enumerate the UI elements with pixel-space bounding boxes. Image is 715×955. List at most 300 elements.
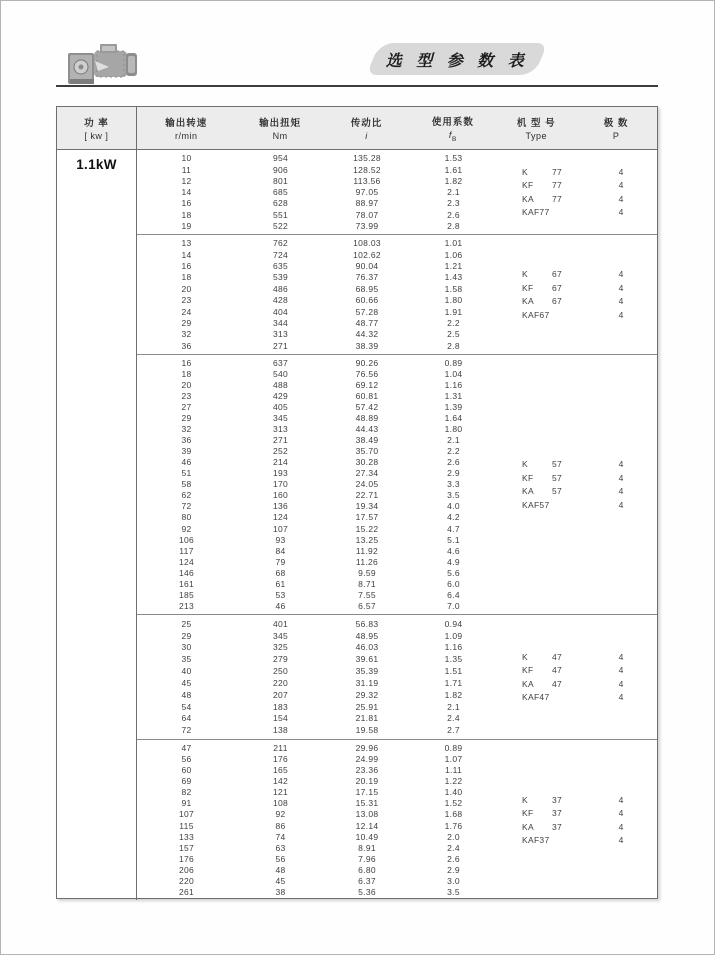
- cell-service-factor: 0.89: [444, 358, 463, 369]
- cell-service-factor: 5.6: [447, 567, 460, 578]
- table-row: [137, 153, 657, 163]
- cell-torque: 61: [275, 578, 286, 589]
- model-type-row: [522, 664, 634, 678]
- model-type-name: [522, 269, 562, 279]
- cell-ratio: 88.97: [355, 198, 379, 209]
- poles-value: 4: [618, 835, 624, 846]
- poles-value: 4: [618, 296, 624, 307]
- cell-torque: 345: [272, 630, 289, 641]
- cell-ratio: 44.32: [355, 329, 379, 340]
- model-type-size: 67: [551, 282, 562, 293]
- cell-ratio: 15.31: [355, 798, 379, 809]
- cell-speed: 32: [181, 424, 192, 435]
- cell-service-factor: 1.06: [444, 249, 463, 260]
- table-row: [137, 413, 657, 423]
- cell-speed: 18: [181, 272, 192, 283]
- cell-service-factor: 1.35: [444, 654, 463, 665]
- cell-ratio: 39.61: [355, 654, 379, 665]
- cell-service-factor: 0.89: [444, 743, 463, 754]
- cell-torque: 93: [275, 534, 286, 545]
- table-row: [137, 380, 657, 390]
- model-type-row: [522, 268, 634, 282]
- table-section: [137, 739, 657, 900]
- poles-value: 4: [618, 282, 624, 293]
- col-header-output-speed: 输出转速 r/min: [165, 118, 208, 141]
- table-row: [137, 446, 657, 456]
- cell-speed: 220: [178, 875, 195, 886]
- cell-torque: 165: [272, 765, 289, 776]
- model-type-row: [522, 650, 634, 664]
- model-type-row: [522, 192, 634, 206]
- model-type-name: [522, 207, 562, 217]
- cell-torque: 207: [272, 689, 289, 700]
- cell-service-factor: 1.09: [444, 630, 463, 641]
- cell-torque: 635: [272, 261, 289, 272]
- cell-service-factor: 3.0: [447, 875, 460, 886]
- cell-ratio: 57.28: [355, 306, 379, 317]
- cell-service-factor: 1.61: [444, 164, 463, 175]
- model-type-name: [522, 194, 562, 204]
- cell-ratio: 29.32: [355, 689, 379, 700]
- model-type-name: [522, 822, 562, 832]
- cell-speed: 23: [181, 391, 192, 402]
- cell-speed: 40: [181, 666, 192, 677]
- cell-service-factor: 1.01: [444, 238, 463, 249]
- cell-speed: 14: [181, 249, 192, 260]
- cell-service-factor: 1.64: [444, 413, 463, 424]
- table-row: [137, 601, 657, 611]
- cell-speed: 51: [181, 468, 192, 479]
- table-row: [137, 557, 657, 567]
- cell-speed: 92: [181, 523, 192, 534]
- cell-torque: 325: [272, 642, 289, 653]
- model-type-name: [522, 835, 562, 845]
- table-header-row: [57, 107, 657, 150]
- model-type-prefix: KAF47: [522, 692, 550, 703]
- cell-service-factor: 2.6: [447, 457, 460, 468]
- cell-service-factor: 4.0: [447, 501, 460, 512]
- cell-torque: 136: [272, 501, 289, 512]
- cell-torque: 160: [272, 490, 289, 501]
- cell-speed: 16: [181, 358, 192, 369]
- cell-speed: 16: [181, 261, 192, 272]
- cell-torque: 344: [272, 317, 289, 328]
- cell-ratio: 5.36: [358, 886, 376, 897]
- cell-service-factor: 6.0: [447, 578, 460, 589]
- cell-speed: 16: [181, 198, 192, 209]
- model-type-row: [522, 793, 634, 807]
- table-row: [137, 512, 657, 522]
- table-row: [137, 238, 657, 248]
- cell-speed: 106: [178, 534, 195, 545]
- cell-torque: 220: [272, 677, 289, 688]
- table-row: [137, 221, 657, 231]
- cell-service-factor: 1.51: [444, 666, 463, 677]
- cell-speed: 30: [181, 642, 192, 653]
- cell-ratio: 38.39: [355, 340, 379, 351]
- cell-service-factor: 5.1: [447, 534, 460, 545]
- model-type-prefix: K: [522, 269, 528, 280]
- cell-service-factor: 2.2: [447, 446, 460, 457]
- model-type-prefix: KAF67: [522, 309, 550, 320]
- cell-speed: 48: [181, 689, 192, 700]
- table-row: [137, 754, 657, 764]
- cell-ratio: 76.56: [355, 369, 379, 380]
- cell-service-factor: 0.94: [444, 618, 463, 629]
- model-type-row: [522, 807, 634, 821]
- cell-speed: 10: [181, 153, 192, 164]
- cell-service-factor: 1.82: [444, 175, 463, 186]
- cell-ratio: 78.07: [355, 209, 379, 220]
- cell-torque: 540: [272, 369, 289, 380]
- cell-ratio: 31.19: [355, 677, 379, 688]
- model-type-prefix: K: [522, 459, 528, 470]
- poles-value: 4: [618, 309, 624, 320]
- cell-torque: 429: [272, 391, 289, 402]
- model-type-prefix: K: [522, 794, 528, 805]
- model-type-size: 57: [551, 486, 562, 497]
- model-type-prefix: KA: [522, 486, 534, 497]
- cell-service-factor: 2.4: [447, 842, 460, 853]
- cell-ratio: 102.62: [353, 249, 381, 260]
- cell-torque: 68: [275, 567, 286, 578]
- cell-speed: 20: [181, 283, 192, 294]
- table-row: [137, 876, 657, 886]
- cell-speed: 64: [181, 713, 192, 724]
- cell-speed: 115: [179, 820, 194, 831]
- model-type-row: [522, 308, 634, 322]
- cell-speed: 80: [181, 512, 192, 523]
- cell-speed: 32: [181, 329, 192, 340]
- cell-service-factor: 2.4: [447, 713, 460, 724]
- cell-speed: 18: [181, 369, 192, 380]
- cell-ratio: 48.77: [355, 317, 379, 328]
- table-section: [137, 614, 657, 739]
- cell-service-factor: 1.91: [444, 306, 463, 317]
- table-row: [137, 887, 657, 897]
- cell-torque: 142: [272, 776, 289, 787]
- cell-ratio: 30.28: [355, 457, 379, 468]
- cell-torque: 84: [275, 545, 286, 556]
- cell-ratio: 6.80: [358, 864, 376, 875]
- model-type-size: 37: [551, 808, 562, 819]
- cell-ratio: 24.99: [355, 754, 379, 765]
- cell-ratio: 19.58: [355, 725, 379, 736]
- cell-speed: 161: [178, 578, 195, 589]
- table-section: [137, 150, 657, 234]
- cell-speed: 82: [181, 787, 192, 798]
- cell-service-factor: 2.8: [447, 220, 460, 231]
- model-type-name: [522, 795, 562, 805]
- model-type-row: [522, 281, 634, 295]
- cell-torque: 79: [275, 556, 286, 567]
- cell-ratio: 60.66: [355, 295, 379, 306]
- table-row: [137, 524, 657, 534]
- cell-ratio: 7.96: [358, 853, 376, 864]
- cell-ratio: 7.55: [358, 589, 376, 600]
- model-type-row: [522, 498, 634, 512]
- cell-speed: 29: [181, 630, 192, 641]
- cell-service-factor: 1.21: [444, 261, 463, 272]
- cell-torque: 685: [272, 187, 289, 197]
- cell-ratio: 21.81: [355, 713, 379, 724]
- cell-torque: 801: [272, 175, 289, 186]
- cell-torque: 628: [272, 198, 289, 209]
- table-row: [137, 329, 657, 339]
- table-row: [137, 765, 657, 775]
- model-type-prefix: KF: [522, 472, 534, 483]
- cell-ratio: 48.95: [355, 630, 379, 641]
- model-type-name: [522, 473, 562, 483]
- col-header-ratio: 传动比 i: [350, 118, 383, 141]
- model-type-size: 37: [551, 794, 562, 805]
- model-type-size: 57: [551, 459, 562, 470]
- cell-service-factor: 2.3: [447, 198, 460, 209]
- cell-ratio: 38.49: [355, 435, 379, 446]
- model-type-size: 57: [551, 472, 562, 483]
- cell-speed: 12: [181, 175, 192, 186]
- cell-ratio: 69.12: [355, 380, 379, 391]
- cell-service-factor: 2.1: [447, 435, 460, 446]
- cell-ratio: 24.05: [355, 479, 379, 490]
- cell-service-factor: 2.1: [447, 187, 460, 197]
- cell-service-factor: 4.7: [447, 523, 460, 534]
- cell-torque: 214: [272, 457, 289, 468]
- table-row: [137, 776, 657, 786]
- cell-speed: 62: [181, 490, 192, 501]
- cell-speed: 29: [181, 317, 192, 328]
- cell-speed: 157: [178, 842, 195, 853]
- model-type-name: [522, 296, 562, 306]
- cell-service-factor: 2.1: [447, 701, 460, 712]
- cell-service-factor: 1.76: [444, 820, 463, 831]
- cell-service-factor: 1.80: [444, 424, 463, 435]
- model-type-block: [522, 268, 634, 322]
- cell-ratio: 90.26: [355, 358, 379, 369]
- cell-speed: 20: [181, 380, 192, 391]
- table-row: [137, 743, 657, 753]
- cell-ratio: 13.08: [355, 809, 379, 820]
- table-row: [137, 713, 657, 723]
- poles-value: 4: [618, 665, 624, 676]
- poles-value: 4: [618, 180, 624, 191]
- cell-torque: 954: [272, 153, 289, 164]
- model-type-name: [522, 652, 562, 662]
- table-row: [137, 250, 657, 260]
- model-type-row: [522, 471, 634, 485]
- power-value: 1.1kW: [76, 157, 117, 172]
- header-divider: [56, 85, 658, 87]
- cell-speed: 133: [178, 831, 195, 842]
- poles-value: 4: [618, 207, 624, 218]
- cell-torque: 271: [272, 435, 289, 446]
- cell-torque: 637: [272, 358, 289, 369]
- cell-service-factor: 6.4: [447, 589, 460, 600]
- poles-value: 4: [618, 692, 624, 703]
- cell-torque: 404: [272, 306, 289, 317]
- cell-service-factor: 2.7: [447, 725, 460, 736]
- cell-torque: 74: [275, 831, 286, 842]
- cell-speed: 14: [181, 187, 192, 197]
- table-section: [137, 354, 657, 614]
- cell-speed: 261: [178, 886, 195, 897]
- table-row: [137, 568, 657, 578]
- cell-service-factor: 1.68: [444, 809, 463, 820]
- cell-service-factor: 1.16: [444, 380, 463, 391]
- col-header-service-factor: 使用系数 $f_B$: [431, 116, 474, 143]
- cell-ratio: 22.71: [355, 490, 379, 501]
- cell-ratio: 35.39: [355, 666, 379, 677]
- model-type-row: [522, 834, 634, 848]
- cell-torque: 48: [275, 864, 286, 875]
- cell-torque: 121: [272, 787, 289, 798]
- model-type-size: 47: [551, 651, 562, 662]
- cell-speed: 46: [181, 457, 192, 468]
- cell-torque: 313: [272, 329, 289, 340]
- cell-service-factor: 1.40: [444, 787, 463, 798]
- cell-ratio: 76.37: [355, 272, 379, 283]
- cell-ratio: 11.92: [355, 545, 379, 556]
- cell-speed: 47: [181, 743, 192, 754]
- cell-ratio: 20.19: [355, 776, 379, 787]
- cell-torque: 252: [272, 446, 289, 457]
- poles-value: 4: [618, 821, 624, 832]
- cell-ratio: 27.34: [355, 468, 379, 479]
- cell-torque: 63: [275, 842, 286, 853]
- model-type-row: [522, 820, 634, 834]
- cell-service-factor: 2.8: [447, 340, 460, 351]
- cell-torque: 428: [272, 295, 289, 306]
- poles-value: 4: [618, 794, 624, 805]
- cell-service-factor: 2.9: [447, 864, 460, 875]
- table-row: [137, 369, 657, 379]
- cell-torque: 107: [272, 523, 289, 534]
- table-row: [137, 546, 657, 556]
- table-row: [137, 424, 657, 434]
- cell-speed: 35: [181, 654, 192, 665]
- cell-speed: 54: [181, 701, 192, 712]
- cell-service-factor: 1.43: [444, 272, 463, 283]
- model-type-size: 47: [551, 678, 562, 689]
- model-type-prefix: KF: [522, 282, 534, 293]
- cell-ratio: 48.89: [355, 413, 379, 424]
- cell-torque: 313: [272, 424, 289, 435]
- model-type-name: [522, 679, 562, 689]
- cell-torque: 46: [275, 600, 286, 611]
- cell-service-factor: 1.39: [444, 402, 463, 413]
- cell-speed: 29: [181, 413, 192, 424]
- model-type-row: [522, 485, 634, 499]
- page-title: 选 型 参 数 表: [385, 52, 529, 70]
- cell-speed: 69: [181, 776, 192, 787]
- poles-value: 4: [618, 486, 624, 497]
- cell-service-factor: 1.71: [444, 677, 463, 688]
- cell-ratio: 10.49: [355, 831, 379, 842]
- cell-speed: 24: [181, 306, 192, 317]
- model-type-prefix: KA: [522, 678, 534, 689]
- cell-service-factor: 2.6: [447, 853, 460, 864]
- model-type-name: [522, 283, 562, 293]
- cell-ratio: 60.81: [355, 391, 379, 402]
- model-type-row: [522, 295, 634, 309]
- cell-torque: 56: [275, 853, 286, 864]
- table-sections: [137, 150, 657, 900]
- cell-torque: 170: [272, 479, 289, 490]
- poles-value: 4: [618, 808, 624, 819]
- cell-torque: 38: [275, 886, 286, 897]
- model-type-name: [522, 180, 562, 190]
- model-type-name: [522, 692, 562, 702]
- table-row: [137, 854, 657, 864]
- model-type-size: 77: [551, 166, 562, 177]
- model-type-prefix: KAF37: [522, 835, 550, 846]
- cell-torque: 108: [272, 798, 289, 809]
- cell-torque: 250: [272, 666, 289, 677]
- cell-torque: 405: [272, 402, 289, 413]
- cell-service-factor: 1.07: [444, 754, 463, 765]
- model-type-prefix: KAF57: [522, 499, 550, 510]
- cell-ratio: 73.99: [355, 220, 379, 231]
- table-row: [137, 619, 657, 629]
- cell-ratio: 12.14: [355, 820, 379, 831]
- table-row: [137, 725, 657, 735]
- cell-ratio: 19.34: [355, 501, 379, 512]
- cell-speed: 213: [178, 600, 195, 611]
- cell-torque: 271: [272, 340, 289, 351]
- cell-speed: 185: [178, 589, 195, 600]
- cell-ratio: 13.25: [355, 534, 379, 545]
- table-row: [137, 535, 657, 545]
- gearmotor-photo-icon: [67, 41, 139, 87]
- cell-service-factor: 1.31: [444, 391, 463, 402]
- cell-speed: 146: [178, 567, 195, 578]
- model-type-prefix: KA: [522, 193, 534, 204]
- table-row: [137, 391, 657, 401]
- cell-service-factor: 1.82: [444, 689, 463, 700]
- table-section: [137, 234, 657, 354]
- model-type-size: 77: [551, 193, 562, 204]
- cell-torque: 279: [272, 654, 289, 665]
- cell-ratio: 11.26: [355, 556, 379, 567]
- model-type-name: [522, 310, 562, 320]
- cell-torque: 539: [272, 272, 289, 283]
- cell-speed: 27: [181, 402, 192, 413]
- model-type-prefix: KAF77: [522, 207, 550, 218]
- cell-torque: 724: [272, 249, 289, 260]
- power-column: [57, 150, 137, 900]
- cell-torque: 193: [272, 468, 289, 479]
- cell-ratio: 8.91: [358, 842, 376, 853]
- model-type-prefix: KF: [522, 665, 534, 676]
- cell-torque: 124: [272, 512, 289, 523]
- model-type-name: [522, 808, 562, 818]
- model-type-size: 67: [551, 269, 562, 280]
- cell-ratio: 108.03: [353, 238, 381, 249]
- model-type-prefix: KA: [522, 821, 534, 832]
- cell-ratio: 46.03: [355, 642, 379, 653]
- table-row: [137, 590, 657, 600]
- poles-value: 4: [618, 459, 624, 470]
- table-row: [137, 358, 657, 368]
- cell-speed: 117: [179, 545, 194, 556]
- cell-torque: 86: [275, 820, 286, 831]
- cell-speed: 72: [181, 501, 192, 512]
- model-type-row: [522, 206, 634, 220]
- cell-ratio: 35.70: [355, 446, 379, 457]
- model-type-block: [522, 793, 634, 847]
- model-type-name: [522, 500, 562, 510]
- cell-speed: 39: [181, 446, 192, 457]
